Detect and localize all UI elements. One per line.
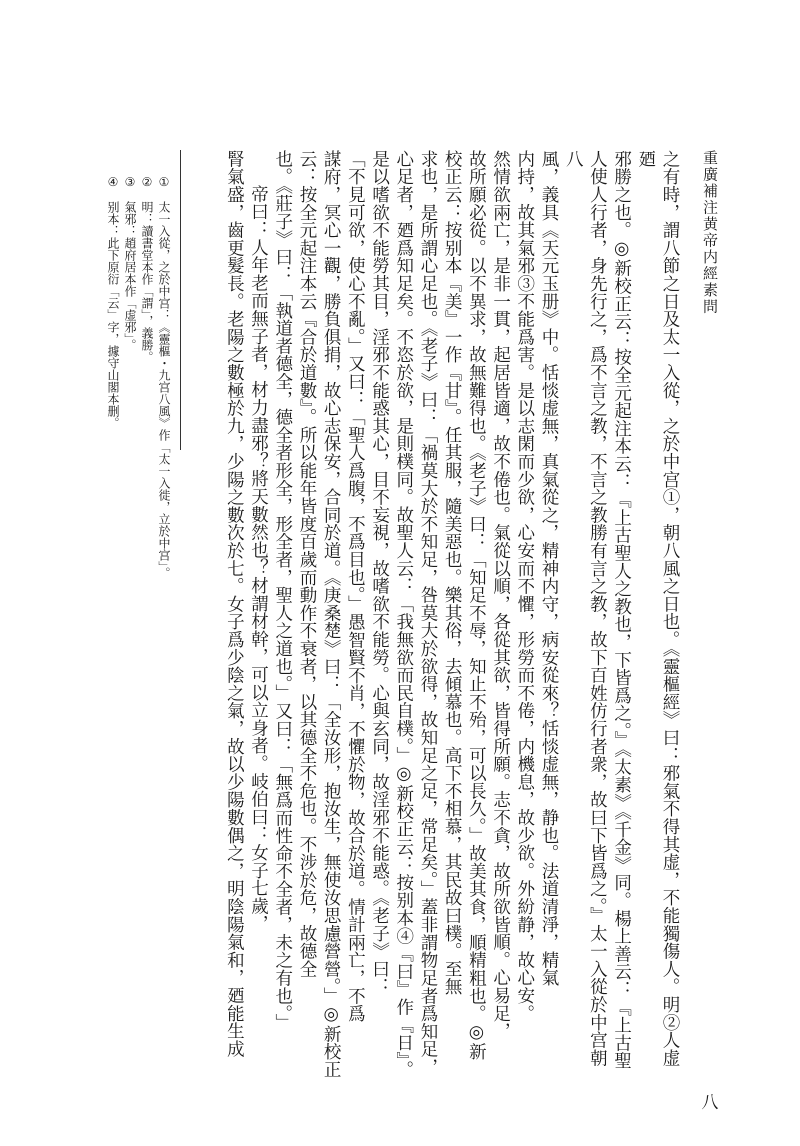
- footnote-text: 太一入從，之於中宫：《靈樞・九宫八風》作「太一入徙，立於中宫」。: [157, 201, 171, 579]
- footnote-text: 别本：此下原衍「云」字，據守山閣本删。: [106, 201, 120, 429]
- text-column: 謀府，冥心一觀，勝負俱捐，故心志保安，合同於道。《庚桑楚》曰：「全汝形，抱汝生，無使汝思慮營營。」◎新校正: [321, 150, 342, 1079]
- footnote-marker: ②: [140, 175, 154, 189]
- text-column: 云：按全元起注本云『合於道數』。所以能年皆度百歲而動作不衰者，以其德全不危也。不涉於危，故德全: [296, 150, 317, 978]
- running-title: 重廣補注黄帝内經素問: [701, 150, 719, 315]
- text-column: 故所願必從。以不異求，故無難得也。《老子》曰：「知足不辱，知止不殆，可以長久。」故美其食，順精粗也。◎新: [466, 150, 487, 1061]
- text-column: 也。《莊子》曰：「執道者德全，德全者形全，形全者，聖人之道也。」又曰：「無爲而性命不全者，未之有也。」: [272, 150, 293, 1032]
- text-column: 心足者，廼爲知足矣。不恣於欲，是則樸同。故聖人云：「我無欲而民自樸。」◎新校正云：按别本④『曰』作『日』。: [393, 150, 414, 1079]
- text-column: 腎氣盛，齒更髮長。老陽之數極於九，少陽之數次於七。女子爲少陰之氣，故以少陽數偶之，明陰陽氣和，廼能生成: [224, 150, 245, 1058]
- main-text: [224, 150, 682, 1080]
- text-column: 「不見可欲，使心不亂。」又曰：「聖人爲腹，不爲目也。」愚智賢不肖，不懼於物，故合於道。情計兩亡，不爲: [345, 150, 366, 1023]
- text-column: 風，義具《天元玉册》中。恬惔虚無，真氣從之，精神内守，病安從來？恬惔虚無，静也。法道清淨，精氣: [538, 150, 559, 987]
- page-number: 八: [701, 1093, 719, 1113]
- text-column: 帝曰：人年老而無子者，材力盡邪？將天數然也？材謂材幹，可以立身者。岐伯曰：女子七歲，: [248, 185, 269, 933]
- text-column: 邪勝之也。◎新校正云：按全元起注本云：『上古聖人之教也，下皆爲之。』《太素》《千金》同。楊上善云：『上古聖: [611, 150, 632, 1070]
- text-column: 求也，是所謂心足也。《老子》曰：「禍莫大於不知足，咎莫大於欲得，故知足之足，常足矣。」蓋非謂物足者爲知足，: [417, 150, 438, 1076]
- footnote-marker: ④: [106, 175, 120, 189]
- footnote-text: 氣邪：趙府居本作「虚邪」。: [123, 201, 137, 351]
- text-column: 之有時，謂八節之日及太一入從，之於中宫①，朝八風之日也。《靈樞經》曰：邪氣不得其虚，不能獨傷人。明②人虚廼: [635, 150, 680, 1067]
- footnote-divider: [180, 150, 181, 450]
- footnote: [138, 175, 155, 1055]
- text-column: 是以嗜欲不能勞其目，淫邪不能惑其心，目不妄視，故嗜欲不能勞。心與玄同，故淫邪不能惑。《老子》曰：: [369, 150, 390, 996]
- text-column: 校正云：按别本『美』一作『甘』。任其服，隨美惡也。樂其俗，去傾慕也。高下不相慕，其民故曰樸。至無: [442, 150, 463, 996]
- footnote: [121, 175, 138, 1055]
- footnote: [104, 175, 121, 1055]
- footnote: [155, 175, 172, 1055]
- footnote-marker: ③: [123, 175, 137, 189]
- footnote-marker: ①: [157, 175, 171, 189]
- footnotes: [106, 175, 172, 1055]
- text-column: 然情欲兩亡，是非一貫，起居皆適，故不倦也。氣從以順，各從其欲，皆得所願。志不貪，故所欲皆順。心易足，: [490, 150, 511, 1040]
- text-column: 内持，故其氣邪③不能爲害。是以志閑而少欲，心安而不懼，形勞而不倦，内機息，故少欲。外紛静，故心安。: [514, 150, 535, 1023]
- footnote-text: 明：讀書堂本作「謂」，義勝。: [140, 201, 154, 363]
- text-column: 人使人行者，身先行之，爲不言之教，不言之教勝有言之教，故下百姓仿行者衆，故曰下皆爲之。』太一入從於中宫朝八: [563, 150, 608, 1067]
